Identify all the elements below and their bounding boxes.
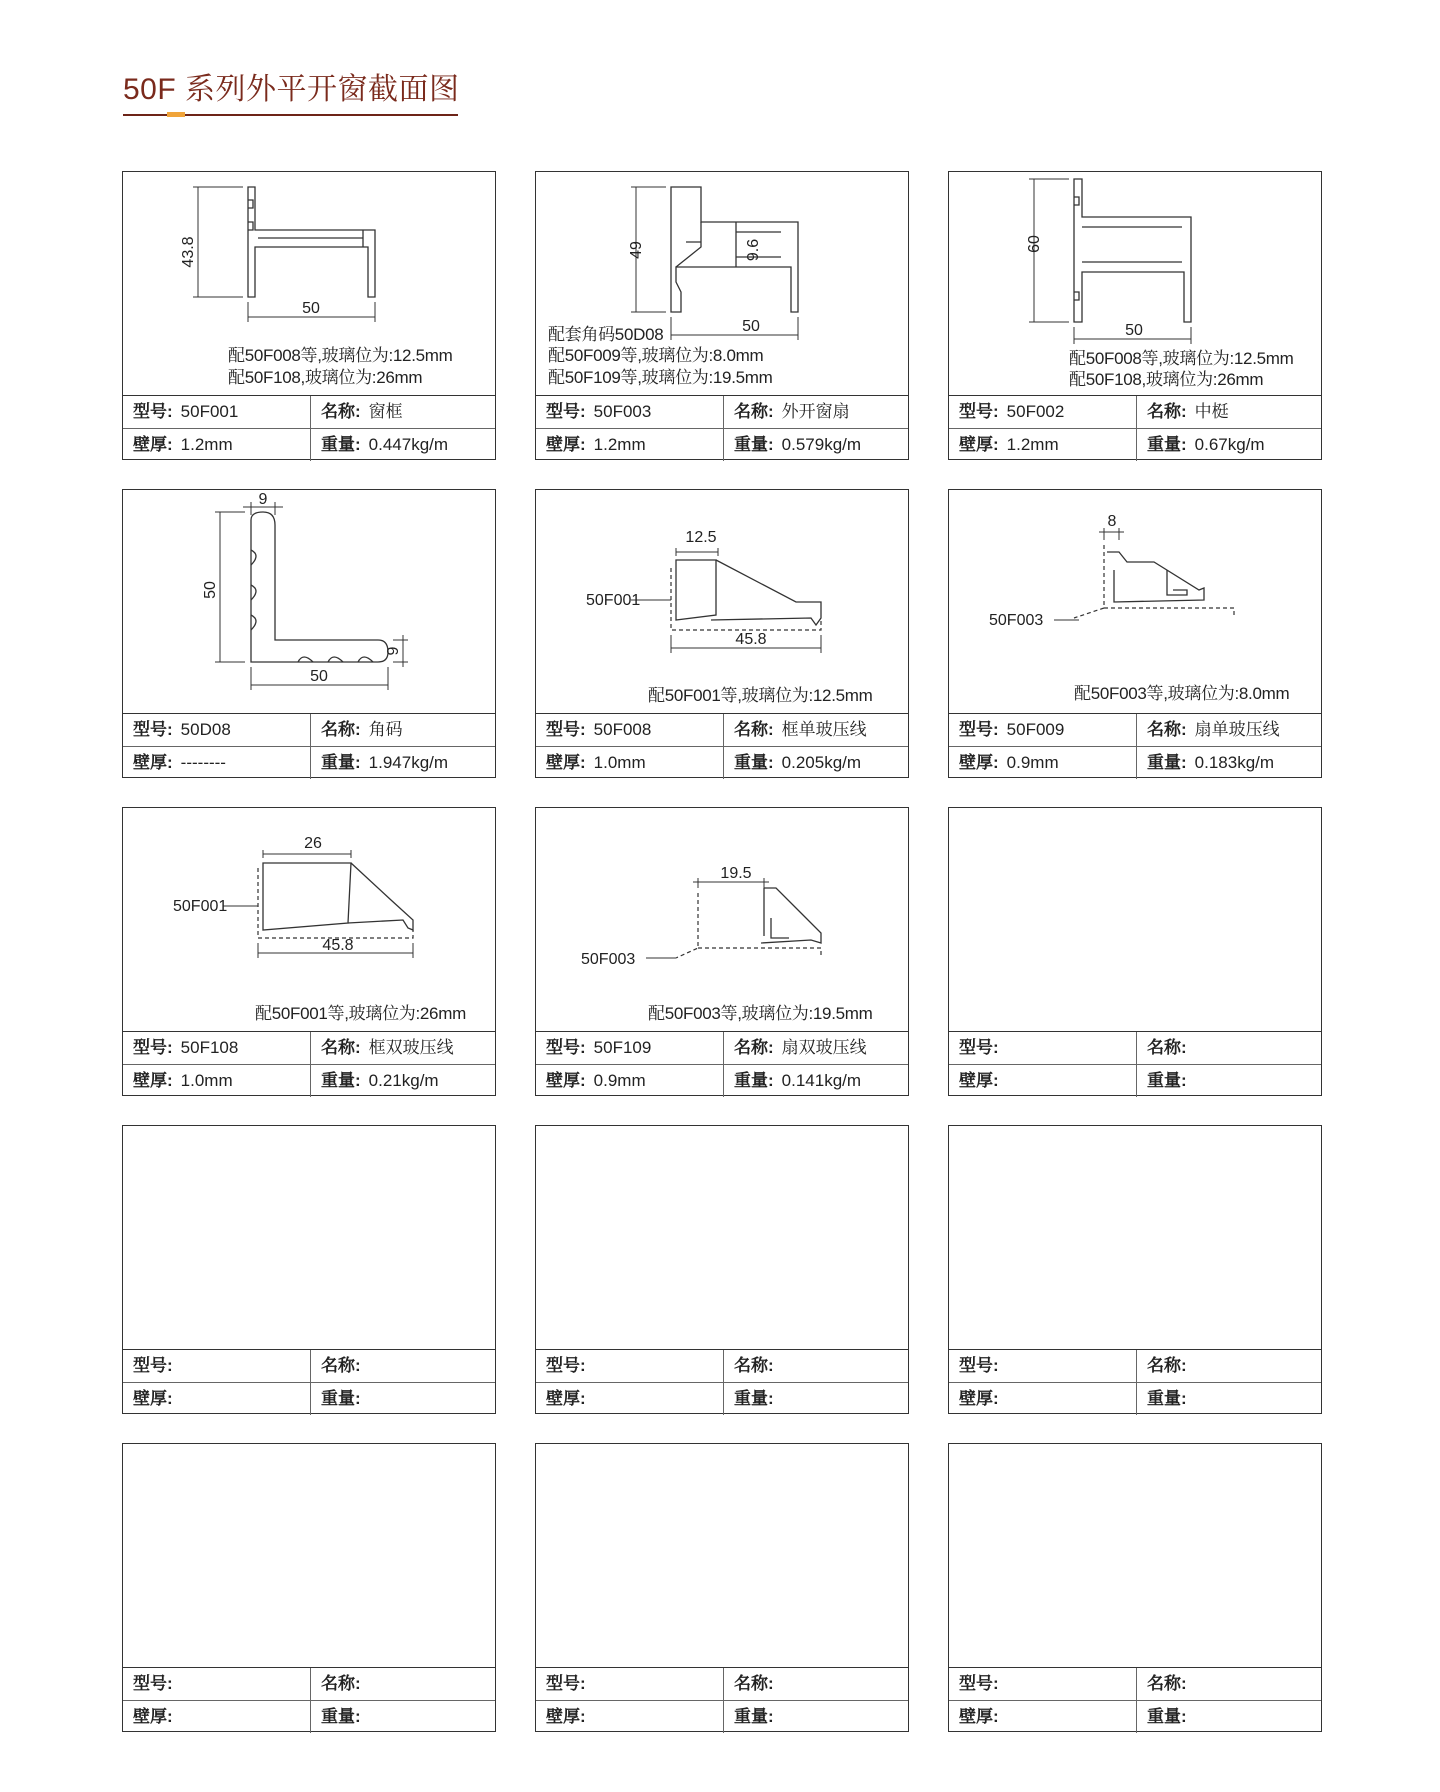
weight-label: 重量: [734, 753, 774, 772]
thickness-label: 壁厚: [546, 1071, 586, 1090]
weight-label: 重量: [734, 1707, 774, 1726]
name-label: 名称: [1147, 1674, 1187, 1693]
spec-table [536, 1031, 908, 1097]
weight-value: 0.141kg/m [781, 1071, 862, 1090]
profile-card-50D08 [122, 489, 496, 778]
name-value: 扇双玻压线 [781, 1038, 867, 1057]
thickness-label: 壁厚: [959, 1707, 999, 1726]
dim-label: 50 [1125, 322, 1143, 339]
profile-card-empty [122, 1443, 496, 1732]
note-line: 配50F108,玻璃位为:26mm [1069, 370, 1264, 389]
thickness-label: 壁厚: [133, 1389, 173, 1408]
note-line: 配50F008等,玻璃位为:12.5mm [1069, 349, 1294, 368]
spec-row [949, 1701, 1321, 1733]
spec-row [123, 429, 495, 461]
name-value: 框双玻压线 [368, 1038, 454, 1057]
spec-row [536, 1701, 908, 1733]
dim-label: 50 [202, 581, 219, 599]
weight-value: 0.447kg/m [368, 435, 449, 454]
model-value: 50F001 [180, 402, 239, 421]
profile-drawing [123, 490, 494, 713]
name-label: 名称: [1147, 1038, 1187, 1057]
model-label: 型号: [959, 1674, 999, 1693]
spec-table [949, 395, 1321, 461]
model-label: 型号: [959, 1038, 999, 1057]
profile-card-50F009 [948, 489, 1322, 778]
spec-row [536, 396, 908, 429]
name-value: 窗框 [368, 402, 403, 421]
spec-table [123, 1667, 495, 1733]
thickness-value: 0.9mm [1006, 753, 1059, 772]
dim-label: 9 [385, 646, 402, 656]
name-value: 中梃 [1194, 402, 1229, 421]
note-line: 配50F001等,玻璃位为:12.5mm [648, 686, 873, 705]
profile-card-50F003 [535, 171, 909, 460]
spec-table [949, 713, 1321, 779]
name-value: 外开窗扇 [781, 402, 850, 421]
dim-label: 45.8 [322, 937, 354, 954]
name-label: 名称: [734, 1674, 774, 1693]
spec-row [949, 429, 1321, 461]
thickness-label: 壁厚: [133, 435, 173, 454]
model-label: 型号: [546, 402, 586, 421]
weight-value: 0.579kg/m [781, 435, 862, 454]
thickness-label: 壁厚: [546, 1707, 586, 1726]
name-label: 名称: [321, 1038, 361, 1057]
model-label: 型号: [546, 1356, 586, 1375]
weight-value: 0.21kg/m [368, 1071, 439, 1090]
note-line: 配50F009等,玻璃位为:8.0mm [548, 346, 764, 365]
model-label: 型号: [133, 1674, 173, 1693]
profile-drawing [536, 808, 907, 1031]
weight-label: 重量: [734, 1071, 774, 1090]
spec-row [949, 1668, 1321, 1701]
weight-value: 1.947kg/m [368, 753, 449, 772]
profile-card-50F002 [948, 171, 1322, 460]
note-line: 配50F003等,玻璃位为:8.0mm [1074, 684, 1290, 703]
thickness-label: 壁厚: [133, 1707, 173, 1726]
spec-row [536, 1668, 908, 1701]
thickness-value: 1.2mm [180, 435, 233, 454]
spec-row [536, 714, 908, 747]
name-label: 名称: [734, 1356, 774, 1375]
spec-table [123, 395, 495, 461]
weight-label: 重量: [1147, 435, 1187, 454]
name-value: 扇单玻压线 [1194, 720, 1280, 739]
note-line: 配50F008等,玻璃位为:12.5mm [228, 346, 453, 365]
section-drawing-50F008 [536, 490, 907, 713]
note-line: 配50F001等,玻璃位为:26mm [255, 1004, 466, 1023]
model-label: 型号: [546, 720, 586, 739]
model-value: 50D08 [180, 720, 231, 739]
spec-row [536, 429, 908, 461]
dim-label: 50 [310, 668, 328, 685]
section-drawing-50F009 [949, 490, 1320, 713]
spec-table [123, 1031, 495, 1097]
note-line: 配50F003等,玻璃位为:19.5mm [648, 1004, 873, 1023]
note-line: 配套角码50D08 [548, 325, 664, 344]
thickness-label: 壁厚: [959, 1071, 999, 1090]
weight-value: 0.183kg/m [1194, 753, 1275, 772]
spec-row [949, 1032, 1321, 1065]
weight-label: 重量: [734, 1389, 774, 1408]
name-label: 名称: [321, 402, 361, 421]
spec-row [949, 714, 1321, 747]
weight-value: 0.205kg/m [781, 753, 862, 772]
dim-label: 9 [258, 491, 268, 508]
profile-card-empty [535, 1125, 909, 1414]
name-label: 名称: [734, 720, 774, 739]
model-label: 型号: [133, 720, 173, 739]
model-label: 型号: [546, 1038, 586, 1057]
spec-row [536, 1032, 908, 1065]
model-value: 50F009 [1006, 720, 1065, 739]
dim-label: 50F003 [581, 951, 636, 968]
profile-card-50F109 [535, 807, 909, 1096]
profile-card-empty [535, 1443, 909, 1732]
spec-row [123, 1065, 495, 1097]
model-value: 50F008 [593, 720, 652, 739]
profile-drawing [123, 808, 494, 1031]
profile-card-50F001 [122, 171, 496, 460]
section-drawing-50F108 [123, 808, 494, 1031]
spec-row [536, 1350, 908, 1383]
page-title: 50F 系列外平开窗截面图 [123, 73, 460, 106]
dim-label: 50F003 [989, 612, 1044, 629]
dim-label: 50F001 [173, 898, 228, 915]
model-value: 50F108 [180, 1038, 239, 1057]
spec-row [123, 1350, 495, 1383]
page-title-block [123, 70, 458, 118]
thickness-label: 壁厚: [133, 1071, 173, 1090]
model-value: 50F002 [1006, 402, 1065, 421]
model-label: 型号: [959, 1356, 999, 1375]
spec-row [949, 1383, 1321, 1415]
profile-card-empty [948, 807, 1322, 1096]
model-label: 型号: [959, 402, 999, 421]
spec-table [123, 713, 495, 779]
spec-table [536, 1349, 908, 1415]
name-label: 名称: [1147, 720, 1187, 739]
model-label: 型号: [133, 1356, 173, 1375]
name-label: 名称: [321, 1674, 361, 1693]
profile-card-empty [122, 1125, 496, 1414]
profile-card-empty [948, 1125, 1322, 1414]
spec-row [123, 1668, 495, 1701]
name-value: 框单玻压线 [781, 720, 867, 739]
thickness-label: 壁厚: [546, 1389, 586, 1408]
dim-label: 19.5 [720, 865, 752, 882]
spec-row [536, 1065, 908, 1097]
dim-label: 8 [1107, 513, 1117, 530]
dim-label: 26 [304, 835, 322, 852]
section-drawing-50D08 [123, 490, 494, 713]
thickness-label: 壁厚: [133, 753, 173, 772]
name-label: 名称: [734, 1038, 774, 1057]
name-label: 名称: [1147, 1356, 1187, 1375]
weight-label: 重量: [734, 435, 774, 454]
note-line: 配50F109等,玻璃位为:19.5mm [548, 368, 773, 387]
thickness-label: 壁厚: [546, 753, 586, 772]
spec-table [949, 1031, 1321, 1097]
thickness-value: 1.0mm [593, 753, 646, 772]
dim-label: 50 [302, 300, 320, 317]
thickness-value: -------- [180, 753, 226, 772]
profile-drawing [949, 490, 1320, 713]
spec-row [123, 714, 495, 747]
weight-label: 重量: [321, 753, 361, 772]
dim-label: 60 [1026, 235, 1043, 253]
weight-label: 重量: [1147, 753, 1187, 772]
dim-label: 45.8 [735, 631, 767, 648]
dim-label: 49 [628, 241, 645, 259]
spec-table [536, 713, 908, 779]
spec-row [949, 747, 1321, 779]
model-label: 型号: [133, 402, 173, 421]
spec-row [949, 396, 1321, 429]
thickness-label: 壁厚: [959, 753, 999, 772]
spec-table [949, 1349, 1321, 1415]
weight-label: 重量: [321, 1707, 361, 1726]
model-label: 型号: [959, 720, 999, 739]
thickness-value: 0.9mm [593, 1071, 646, 1090]
spec-row [123, 1032, 495, 1065]
profile-card-empty [948, 1443, 1322, 1732]
weight-label: 重量: [321, 435, 361, 454]
spec-row [949, 1350, 1321, 1383]
weight-label: 重量: [321, 1389, 361, 1408]
spec-row [536, 747, 908, 779]
profile-card-50F008 [535, 489, 909, 778]
name-label: 名称: [321, 720, 361, 739]
profile-drawing [536, 490, 907, 713]
model-value: 50F109 [593, 1038, 652, 1057]
name-value: 角码 [368, 720, 403, 739]
thickness-label: 壁厚: [959, 435, 999, 454]
name-label: 名称: [1147, 402, 1187, 421]
spec-row [123, 747, 495, 779]
spec-table [123, 1349, 495, 1415]
weight-label: 重量: [1147, 1707, 1187, 1726]
dim-label: 50 [742, 318, 760, 335]
spec-row [536, 1383, 908, 1415]
thickness-label: 壁厚: [546, 435, 586, 454]
section-drawing-50F109 [536, 808, 907, 1031]
name-label: 名称: [734, 402, 774, 421]
spec-row [949, 1065, 1321, 1097]
name-label: 名称: [321, 1356, 361, 1375]
weight-label: 重量: [321, 1071, 361, 1090]
weight-value: 0.67kg/m [1194, 435, 1265, 454]
spec-table [949, 1667, 1321, 1733]
model-label: 型号: [133, 1038, 173, 1057]
weight-label: 重量: [1147, 1389, 1187, 1408]
model-value: 50F003 [593, 402, 652, 421]
dim-label: 50F001 [586, 592, 641, 609]
thickness-value: 1.0mm [180, 1071, 233, 1090]
model-label: 型号: [546, 1674, 586, 1693]
dim-label: 43.8 [180, 236, 197, 268]
spec-table [536, 395, 908, 461]
thickness-value: 1.2mm [593, 435, 646, 454]
thickness-label: 壁厚: [959, 1389, 999, 1408]
title-accent-mark [167, 112, 185, 117]
dim-label: 12.5 [685, 529, 717, 546]
profile-card-50F108 [122, 807, 496, 1096]
dim-label: 9.6 [745, 238, 762, 262]
thickness-value: 1.2mm [1006, 435, 1059, 454]
spec-row [123, 396, 495, 429]
spec-row [123, 1701, 495, 1733]
note-line: 配50F108,玻璃位为:26mm [228, 368, 423, 387]
spec-row [123, 1383, 495, 1415]
spec-table [536, 1667, 908, 1733]
weight-label: 重量: [1147, 1071, 1187, 1090]
